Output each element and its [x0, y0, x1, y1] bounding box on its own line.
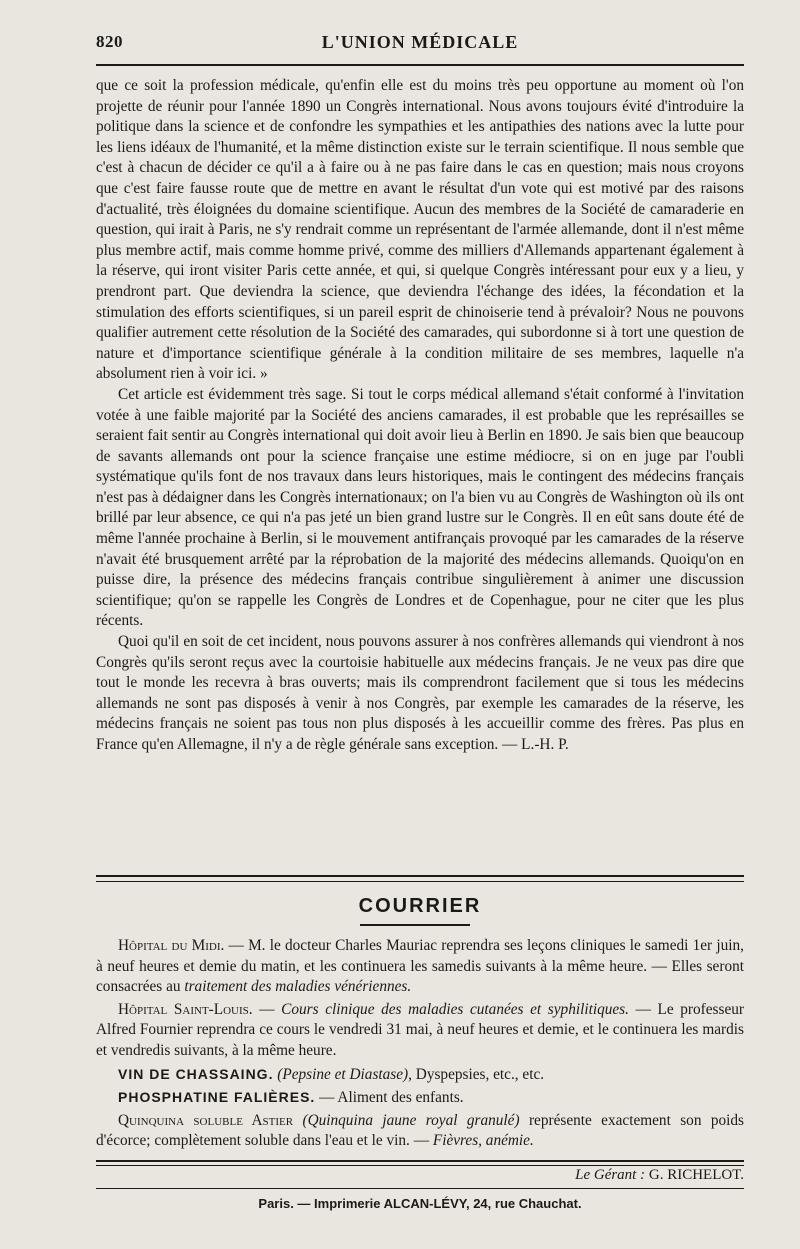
- ad-text: représente exactement son poids d'écorce; complètement soluble dans l'eau et le vin. —: [96, 1111, 745, 1150]
- article-paragraph-3: Quoi qu'il en soit de cet incident, nous pouvons assurer à nos confrères allemands qui viendront à nos Congrès qu'ils seront reçus avec la courtoisie habituelle aux médecins français. Je ne veux pas dire que tout le monde les recevra à bras ouverts; mais ils comprendront facilement que si tous les médecins allemands ne sont pas disposés à venir à nos Congrès, par exemple les camarades de la réserve, les médecins français ne soient pas tous non plus disposés à les accueillir comme des frères. Pas plus en France qu'en Allemagne, il n'y a de règle générale sans exception. — L.-H. P.: [96, 633, 744, 753]
- ad-text: , Dyspepsies, etc., etc.: [408, 1065, 545, 1083]
- ad-italic: (Quinquina jaune royal granulé): [302, 1111, 520, 1129]
- notice-label: Hôpital Saint-Louis.: [118, 1000, 253, 1018]
- page-number: 820: [96, 32, 123, 51]
- notice-italic: traitement des maladies vénériennes.: [184, 978, 412, 996]
- notice-text: — M. le docteur Charles Mauriac reprendra ses leçons cliniques le samedi 1er juin, à neuf heures et demie du matin, et les continuera les samedis suivants à la même heure. — Elles seront consacrées au: [96, 937, 744, 996]
- footer-rule: [96, 1160, 744, 1166]
- ad-name: PHOSPHATINE FALIÈRES.: [118, 1089, 316, 1106]
- gerant-name: G. RICHELOT.: [648, 1167, 744, 1183]
- notice-hopital-midi: [96, 936, 744, 998]
- notice-hopital-saint-louis: [96, 1000, 744, 1062]
- imprint-line: Paris. — Imprimerie ALCAN-LÉVY, 24, rue Chauchat.: [258, 1196, 582, 1211]
- article-paragraph-2: Cet article est évidemment très sage. Si tout le corps médical allemand s'était conformé à l'invitation votée à une faible majorité par la Société des anciens camarades, il est probable que les représailles se seraient fait sentir au Congrès international qui doit avoir lieu à Berlin en 1890. Je sais bien que beaucoup de savants allemands ont pour la science française une estime médiocre, si on en juge par l'oubli systématique qu'ils font de nos travaux dans leurs historiques, mais le contingent des médecins français n'est pas à dédaigner dans les Congrès internationaux; on l'a bien vu au Congrès de Washington où ils ont brillé par leur absence, ce qui n'a pas jeté un bien grand lustre sur le Congrès. Il en eût sans doute été de même l'année prochaine à Berlin, si le mouvement antifrançais provoqué par les camarades de la réserve n'avait été brusquement arrêté par la réprobation de la majorité des médecins allemands. Quoiqu'on en puisse dire, la présence des médecins français contribue singulièrement à animer une discussion scientifique; qu'on se rappelle les Congrès de Londres et de Copenhague, pour ne citer que les plus récents.: [96, 385, 744, 630]
- article-paragraph-1: que ce soit la profession médicale, qu'enfin elle est du moins très peu opportune au moment où l'on projette de réunir pour l'année 1890 un Congrès international. Nous avons toujours évité d'introduire la politique dans la science et de confondre les sympathies et les antipathies des nations avec la lutte pour les liens idéaux de l'humanité, et la même distinction existe sur le terrain scientifique. Il nous semble que c'est à chacun de décider ce qu'il a à faire ou à ne pas faire dans le cas en question; mais nous croyons que c'est faire fausse route que de mettre en avant le résultat d'un vote qui est motivé par des raisons d'actualité, très éloignées du domaine scientifique. Aucun des membres de la Société de camaraderie en question, qui irait à Paris, ne s'y rendrait comme un représentant de l'armée allemande, dont il n'est même plus membre actif, mais comme homme privé, comme des milliers d'Allemands appartenant également à la réserve, qui iront visiter Paris cette année, et qui, si quelque Congrès intéressant pour eux y a lieu, y prendront part. Que deviendra la science, que deviendra l'échange des idées, la fécondation et la stimulation des efforts scientifiques, si un pareil esprit de chinoiserie tend à prévaloir? Nous ne pouvons qualifier autrement cette résolution de la Société des camarades, qui subordonne si à tort une question de nature et d'importance scientifique générale à la condition militaire de ses membres, laquelle n'a absolument rien à voir ici. »: [96, 77, 744, 383]
- ad-phosphatine: [96, 1087, 744, 1109]
- ad-italic-end: Fièvres, anémie.: [432, 1132, 534, 1150]
- notice-text: — Le professeur Alfred Fournier reprendra ce cours le vendredi 31 mai, à neuf heures et demie, et le continuera les mardis et vendredis suivants, à la même heure.: [96, 1000, 744, 1059]
- notice-italic: Cours clinique des maladies cutanées et syphilitiques.: [281, 1000, 629, 1018]
- ad-label: Quinquina soluble Astier: [118, 1111, 294, 1129]
- ad-vin-chassaing: [96, 1064, 744, 1086]
- notice-dash: —: [252, 1000, 282, 1018]
- ad-name: VIN DE CHASSAING.: [118, 1065, 274, 1082]
- gerant-line: [575, 1167, 744, 1184]
- gerant-rule: [96, 1188, 744, 1189]
- gerant-label: Le Gérant :: [575, 1167, 646, 1183]
- ad-italic: (Pepsine et Diastase): [277, 1065, 409, 1083]
- ad-quinquina: [96, 1111, 744, 1152]
- section-title-underline: [360, 924, 470, 926]
- running-head: [96, 32, 744, 56]
- courrier-section: [96, 936, 744, 1154]
- article-body: [96, 76, 744, 756]
- section-divider: [96, 875, 744, 882]
- journal-title: L'UNION MÉDICALE: [321, 32, 519, 52]
- section-title-courrier: COURRIER: [358, 895, 482, 917]
- notice-label: Hôpital du Midi.: [118, 937, 225, 954]
- ad-text: — Aliment des enfants.: [315, 1089, 464, 1107]
- header-rule: [96, 64, 744, 66]
